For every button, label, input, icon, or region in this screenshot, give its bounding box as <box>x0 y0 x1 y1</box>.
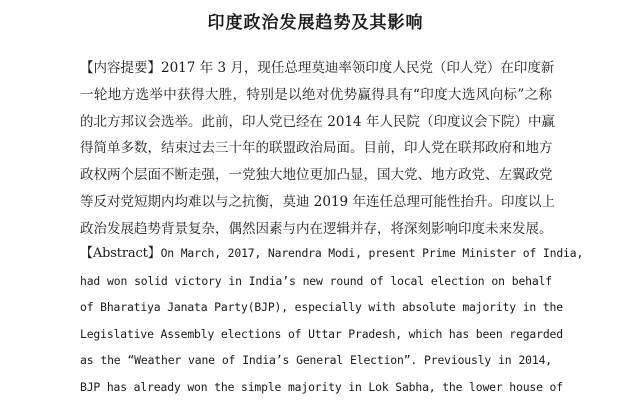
english-abstract-label: 【Abstract】 <box>80 246 161 261</box>
english-abstract-line-5: as the “Weather vane of India’s General Election”. Previously in 2014, <box>80 353 552 367</box>
chinese-abstract-line-6: 等反对党短期内均难以与之抗衡，莫迪 2019 年连任总理可能性抬升。印度以上 <box>80 193 555 210</box>
document-title: 印度政治发展趋势及其影响 <box>207 13 424 33</box>
english-abstract-line-6: BJP has already won the simple majority in Lok Sabha, the lower house of <box>80 379 563 394</box>
chinese-abstract-line-5: 政权两个层面不断走强，一党独大地位更加凸显，国大党、地方政党、左翼政党 <box>80 167 553 184</box>
english-abstract-line-2: had won solid victory in India’s new round of local election on behalf <box>80 273 552 288</box>
chinese-abstract-line-4: 得简单多数，结束过去三十年的联盟政治局面。目前，印人党在联邦政府和地方 <box>80 140 553 157</box>
english-abstract-line-1: 【Abstract】On March, 2017, Narendra Modi, present Prime Minister of India, <box>80 246 584 261</box>
english-abstract <box>80 240 584 400</box>
english-abstract-line-4: Legislative Assembly elections of Uttar Pradesh, which has been regarded <box>80 326 563 341</box>
chinese-abstract-line-3: 的北方邦议会选举。此前，印人党已经在 2014 年人民院（印度议会下院）中赢 <box>80 113 555 130</box>
chinese-abstract-line-1: 【内容提要】2017 年 3 月，现任总理莫迪率领印度人民党（印人党）在印度新 <box>80 60 555 76</box>
chinese-abstract-line-2: 一轮地方选举中获得大胜，特别是以绝对优势赢得具有“印度大选风向标”之称 <box>80 86 552 103</box>
chinese-abstract-line-7: 政治发展趋势背景复杂，偶然因素与内在逻辑并存，将深刻影响印度未来发展。 <box>80 220 553 237</box>
chinese-abstract-label: 【内容提要】 <box>80 60 161 76</box>
english-abstract-line-3: of Bharatiya Janata Party(BJP), especially with absolute majority in the <box>80 300 563 314</box>
chinese-abstract <box>80 55 555 243</box>
